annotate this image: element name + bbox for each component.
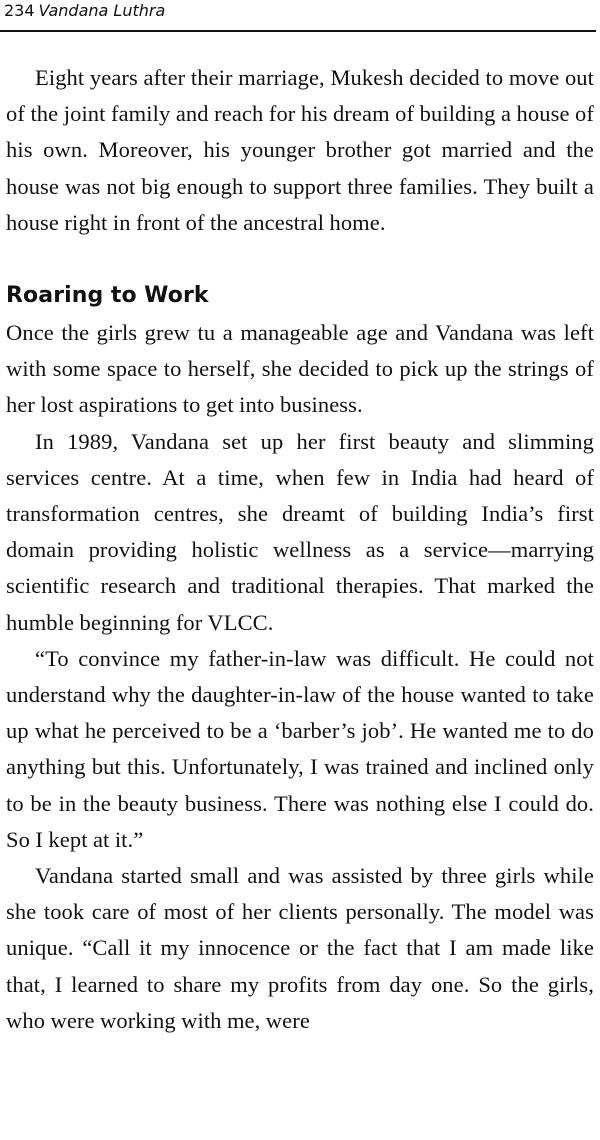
book-title: Vandana Luthra (38, 1, 166, 20)
page-number: 234 (4, 1, 35, 20)
paragraph-4: “To convince my father-in-law was difficult. He could not understand why the daughter-in-law of the house wanted to take up what he perceived to be a ‘barber’s job’. He wanted me to do anything but this. Unfortunately, I was trained and inclined only to be in the beauty business. There was nothing else I could do. So I kept at it.” (6, 645, 594, 852)
paragraph-3: In 1989, Vandana set up her first beauty and slimming services centre. At a time, when few in India had heard of transformation centres, she dreamt of building India’s first domain providing holistic wellness as a service—marrying scientific research and traditional therapies. That marked the humble beginning for VLCC. (6, 428, 594, 635)
paragraph-1: Eight years after their marriage, Mukesh decided to move out of the joint family and reach for his dream of building a house of his own. Moreover, his younger brother got married and the house was not big enough to support three families. They built a house right in front of the ancestral home. (6, 65, 594, 235)
paragraph-5: Vandana started small and was assisted by three girls while she took care of most of her clients personally. The model was unique. “Call it my innocence or the fact that I am made like that, I learned to share my profits from day one. So the girls, who were working with me, were (6, 863, 594, 1033)
section-heading: Roaring to Work (6, 283, 209, 309)
paragraph-2: Once the girls grew tu a manageable age and Vandana was left with some space to herself, she decided to pick up the strings of her lost aspirations to get into business. (6, 320, 594, 418)
header-rule (0, 30, 596, 32)
running-header (4, 0, 165, 22)
body-text (6, 60, 594, 1039)
